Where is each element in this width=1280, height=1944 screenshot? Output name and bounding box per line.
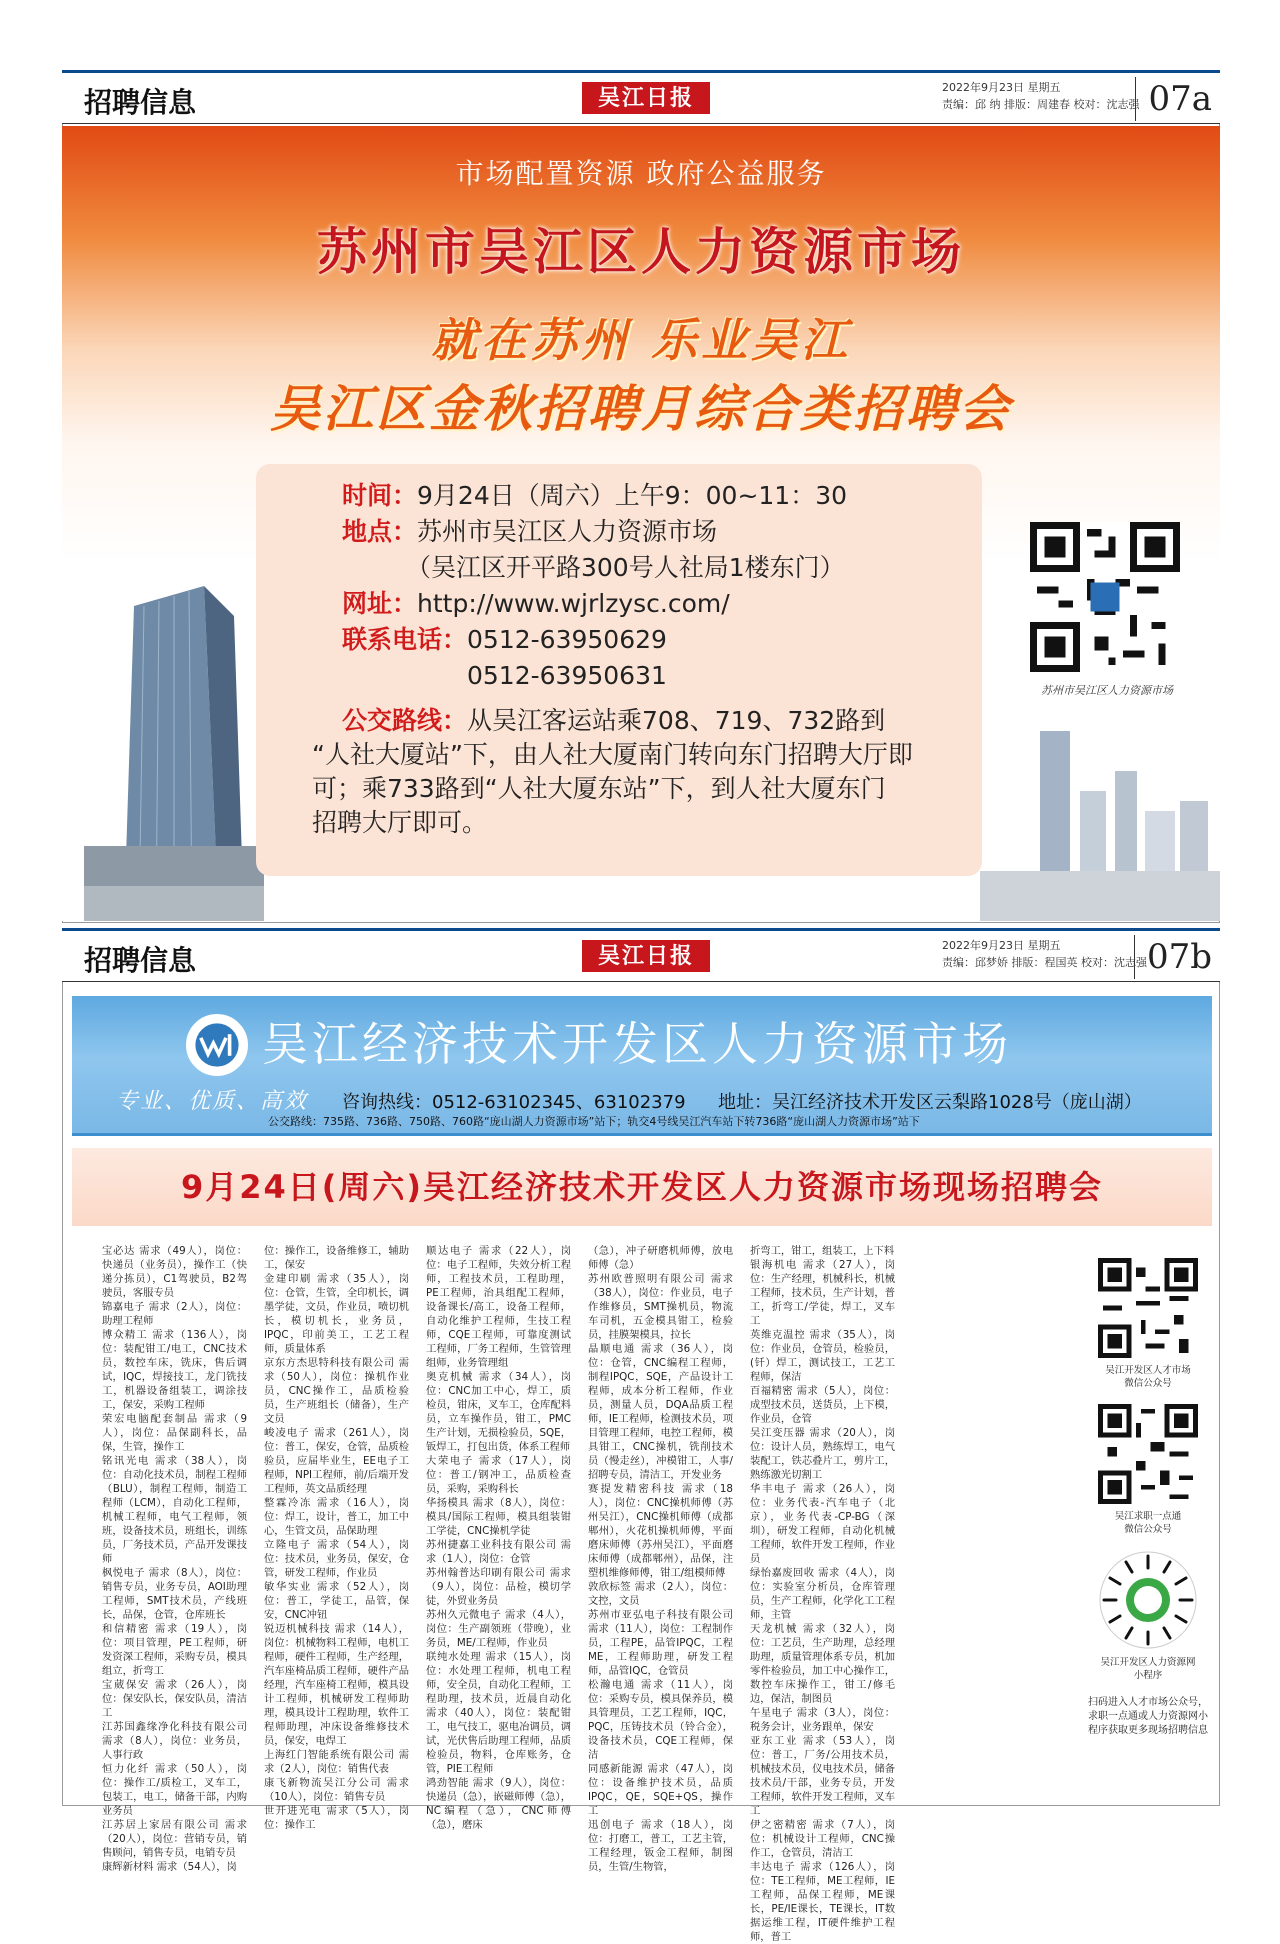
event-phone: 联系电话：0512-63950629	[342, 625, 667, 654]
city-skyline-image	[980, 701, 1220, 921]
page-b-header	[62, 928, 1220, 982]
event-website[interactable]: 网址：http://www.wjrlzysc.com/	[342, 589, 730, 618]
newspaper-logo: 吴江日报	[582, 940, 710, 972]
job-listings	[102, 1244, 1070, 1943]
listing-column: 位：操作工，设备维修工，辅助工，保安 金建印刷 需求（35人），岗位：仓管，生管，全印机长，调墨学徒，文员，作业员，喷切机长，模切机长，业务员，IPQC，印前美工，工艺工程师，质量体系 京东方杰思特科技有限公司 需求（50人），岗位：操机作业员，CNC操作工，品质检验员，生产班组长（储备），生产文员 峻凌电子 需求（261人），岗位：普工，保安，仓管，品质检验员，应届毕业生，EE电子工程师，NPI工程师，前/后端开发工程师，英文品质经理 整霖冷冻 需求（16人），岗位：焊工，设计，普工，加工中心，生管文员，品保助理 立隆电子 需求（54人），岗位：技术员，业务员，保安，仓管，研发工程师，作业员 敏华实业 需求（52人），岗位：普工，学徒工，品管，保安，CNC冲钮 锐迈机械科技 需求（14人），岗位：机械物料工程师，电机工程师，硬件工程师，生产经理，汽车座椅品质工程师，硬件产品经理，汽车座椅工程师，模具设计工程师，机械研发工程师助理，模具设计工程助理，软件工程师助理，冲床设备维修技术员，保安，电焊工 上海红门智能系统有限公司 需求（2人），岗位：销售代表 康飞新物流吴江分公司 需求（10人），岗位：销售专员 世开进光电 需求（5人），岗位：操作工	[264, 1245, 409, 1831]
editor-line: 责编：邱 纳 排版：周建春 校对：沈志强	[942, 98, 1140, 111]
org-banner	[72, 996, 1212, 1136]
listing-column: （急），冲子研磨机师傅，放电师傅（急） 苏州欧普照明有限公司 需求（38人），岗位：作业员，电子作维修员，SMT操机员，物流车司机，五金模具钳工，检验员，挂膜架模具，拉长 晶顺电通 需求（36人），岗位：仓管，CNC编程工程师，制程IPQC，SQE，产品设计工程师，成本分析工程师，作业员，测量人员，DQA品质工程师，IE工程师，检测技术员，项目管理工程师，电控工程师，模具钳工，CNC操机，铣削技术员（慢走丝），冲模钳工，人事/招聘专员，清洁工，开发业务 赛提发精密科技 需求（18人），岗位：CNC操机师傅（苏州吴江），CNC操机师傅（成都郫州），火花机操机师傅，平面磨床师傅（苏州吴江），平面磨床师傅（成都郫州），品保，注塑机维修师傅，钳工/组模师傅 敦欣标签 需求（2人），岗位：文控，文员 苏州市亚弘电子科技有限公司 需求（11人），岗位：工程制作员，工程PE，品管IPQC，工程ME，工程师助理，研发工程师，品管IQC，仓管员 松瀚电通 需求（11人），岗位：采购专员，模具保养员，模具管理员，工艺工程师，IQC，PQC，压铸技术员（铃合金），设备技术员，CQE工程师，保洁 同感新能源 需求（47人），岗位：设备维护技术员，品质IPQC，QE，SQE+QS，操作工 迅创电子 需求（18人），岗位：打磨工，普工，工艺主管，工程经理，钣金工程师，制图员，生管/生物管，	[588, 1245, 733, 1873]
editor-line: 责编：邱梦娇 排版：程国英 校对：沈志强	[942, 956, 1147, 969]
listing-column: 宝必达 需求（49人），岗位：快递员（业务员），操作工（快递分拣员），C1驾驶员，B2驾驶员，客服专员 锦嘉电子 需求（2人），岗位：助理工程师 博众精工 需求（136人），岗位：装配钳工/电工，CNC技术员，数控车床，铣床，售后调试，IQC，焊接技工，龙门铣技工，机器设备组装工，调涂技工，保安，采购工程师 荣宏电脑配套制品 需求（9人），岗位：品保副科长，品保，生管，操作工 铭讯光电 需求（38人），岗位：自动化技术员，制程工程师（BLU），制程工程师，制造工程师（LCM），自动化工程师，机械工程师，电气工程师，领班，设备技术员，班组长，训练员，厂务技术员，产品开发课技师 枫悦电子 需求（8人），岗位：销售专员，业务专员，AOI助理工程师，SMT技术员，产线班长，品保，仓管，仓库班长 和信精密 需求（19人），岗位：项目管理，PE工程师，研发资深工程师，采购专员，模具组立，折弯工 宝葳保安 需求（26人），岗位：保安队长，保安队员，清洁工 江苏国鑫缘净化科技有限公司 需求（8人），岗位：业务员，人事行政 恒力化纤 需求（50人），岗位：操作工/质检工，叉车工，包装工，电工，储备干部，内购业务员 江苏居上家居有限公司 需求（20人），岗位：营销专员，销售顾问，销售专员，电销专员 康辉新材料 需求（54人），岗	[102, 1245, 247, 1873]
banner-subtitle-2: 吴江区金秋招聘月综合类招聘会	[270, 379, 1012, 438]
qr-code-icon[interactable]	[1030, 522, 1180, 672]
org-tagline: 专业、优质、高效	[116, 1089, 309, 1114]
qr-code-icon[interactable]	[1098, 1404, 1198, 1504]
qr-note: 扫码进入人才市场公众号，求职一点通或人力资源网小程序获取更多现场招聘信息	[1088, 1697, 1208, 1736]
qr-caption-2: 吴江求职一点通 微信公众号	[1114, 1511, 1182, 1535]
banner-subtitle-1: 就在苏州 乐业吴江	[430, 313, 851, 367]
slogan: 市场配置资源 政府公益服务	[455, 157, 827, 190]
org-logo-icon	[186, 1014, 248, 1076]
event-time: 时间：9月24日（周六）上午9：00~11：30	[342, 481, 848, 510]
qr-caption-3: 吴江开发区人力资源网 小程序	[1100, 1657, 1196, 1681]
org-address: 地址：吴江经济技术开发区云梨路1028号（庞山湖）	[718, 1092, 1142, 1113]
section-title: 招聘信息	[84, 944, 197, 977]
bus-route-b: 公交路线：735路、736路、750路、760路“庞山湖人力资源市场”站下；轨交4号线吴江汽车站下转736路“庞山湖人力资源市场”站下	[268, 1115, 920, 1128]
page-a-header	[62, 70, 1220, 124]
listing-column: 折弯工，钳工，组装工，上下料 银海机电 需求（27人），岗位：生产经理，机械科长，机械工程师，技术员，生产计划，普工，折弯工/学徒，焊工，叉车工 英维克温控 需求（35人），岗位：作业员，仓管员，检验员，(钎）焊工，测试技工，工艺工程师，保洁 百福精密 需求（5人），岗位：成型技术员，送货员，上下模，作业员，仓管 吴江变压器 需求（20人），岗位：设计人员，熟练焊工，电气装配工，铁芯叠片工，剪片工，熟练激光切割工 华丰电子 需求（26人），岗位：业务代表-汽车电子（北京），业务代表-CP-BG（深圳），研发工程师，自动化机械工程师，软件开发工程师，作业员 绿怡嘉废回收 需求（4人），岗位：实验室分析员，仓库管理员，生产工程师，化学化工工程师，主管 天龙机械 需求（32人），岗位：工艺员，生产助理，总经理助理，质量管理体系专员，机加零件检验员，加工中心操作工，数控车床操作工，钳工/修毛边，保洁，制图员 午星电子 需求（3人），岗位：税务会计，业务跟单，保安 亚东工业 需求（53人），岗位：普工，厂务/公用技术员，机械技术员，仪电技术员，储备技术员/干部，业务专员，开发工程师，软件开发工程师，叉车工 伊之密精密 需求（7人），岗位：机械设计工程师，CNC操作工，仓管员，清洁工 丰达电子 需求（126人），岗位：TE工程师，ME工程师，IE工程师，品保工程师，ME课长，PE/IE课长，TE课长，IT数据运维工程，IT硬件维护工程师，普工	[750, 1245, 895, 1943]
newspaper-logo: 吴江日报	[582, 82, 710, 114]
qr-caption: 苏州市吴江区人力资源市场	[1041, 684, 1173, 697]
banner-title: 苏州市吴江区人力资源市场	[317, 222, 965, 281]
event-info-box	[256, 464, 982, 876]
page-number: 07a	[1135, 77, 1212, 121]
qr-sidebar	[1084, 1258, 1212, 1738]
date-line: 2022年9月23日 星期五	[942, 81, 1061, 94]
org-name: 吴江经济技术开发区人力资源市场	[262, 1017, 1012, 1071]
date-line: 2022年9月23日 星期五	[942, 939, 1061, 952]
page-number: 07b	[1134, 935, 1212, 979]
section-title: 招聘信息	[84, 86, 197, 119]
fair-title: 9月24日(周六)吴江经济技术开发区人力资源市场现场招聘会	[72, 1148, 1212, 1226]
event-place-detail: （吴江区开平路300号人社局1楼东门）	[406, 553, 845, 582]
listing-column: 顺达电子 需求（22人），岗位：电子工程师，失效分析工程师，工程技术员，工程助理，PE工程师，治具组配工程师，设备课长/高工，设备工程师，自动化维护工程师，生技工程师，CQE工程师，可靠度测试工程师，厂务工程师，生管管理组师，业务管理组 奥克机械 需求（34人），岗位：CNC加工中心，焊工，质检员，钳床，叉车工，仓库配料员，立车操作员，钳工，PMC生产计划，无损检验员，SQE，钣焊工，打包出货，体系工程师 大荣电子 需求（17人），岗位：普工/钢冲工，品质检查员，采购，采购科长 华扬模具 需求（8人），岗位：模具/国际工程师，模具组装钳工学徒，CNC操机学徒 苏州捷嘉工业科技有限公司 需求（1人），岗位：仓管 苏州翰普达印刷有限公司 需求（9人），岗位：品检，模切学徒，外贸业务员 苏州久元微电子 需求（4人），岗位：生产副领班（带晚），业务员，ME/工程师，作业员 联纯水处理 需求（15人），岗位：水处理工程师，机电工程师，安全员，自动化工程师，工程助理，技术员，近晨自动化 需求（40人），岗位：装配钳工，电气技工，驱电冶调员，调试，光伏售后助理工程师，品质检验员，物料，仓库账务，仓管，PIE工程师 鸿劲智能 需求（9人），岗位：快递员（急），嵌磁师傅（急），NC编程（急），CNC师傅（急），磨床	[426, 1245, 571, 1831]
event-phone-2: 0512-63950631	[467, 661, 667, 690]
qr-code-icon[interactable]	[1098, 1258, 1198, 1358]
event-place: 地点：苏州市吴江区人力资源市场	[342, 517, 718, 546]
mini-program-code-icon[interactable]	[1098, 1550, 1198, 1650]
office-tower-image	[84, 546, 264, 921]
qr-caption-1: 吴江开发区人才市场 微信公众号	[1105, 1365, 1191, 1389]
bus-route: 公交路线：从吴江客运站乘708、719、732路到 “人社大厦站”下，由人社大厦南门转向东门招聘大厅即 可；乘733路到“人社大厦东站”下，到人社大厦东门 招聘大厅即可。	[312, 706, 913, 837]
job-fair-banner	[62, 126, 1220, 921]
hotline: 咨询热线：0512-63102345、63102379	[342, 1092, 686, 1113]
